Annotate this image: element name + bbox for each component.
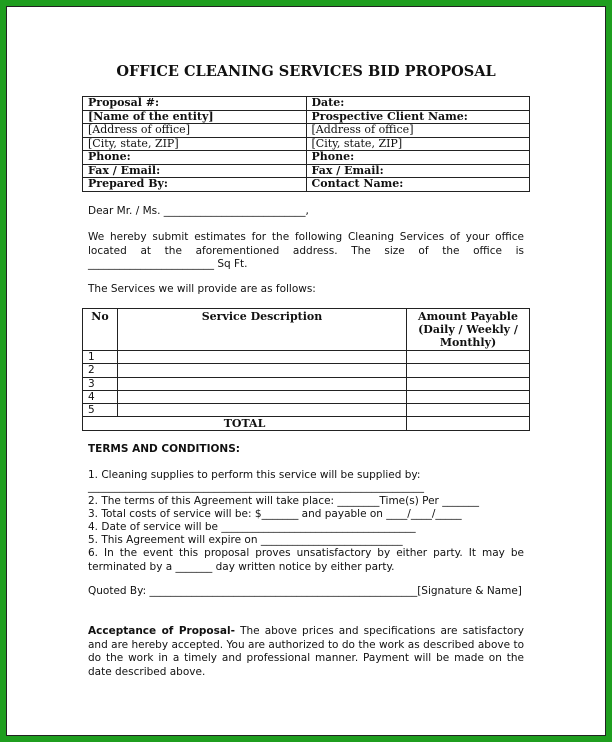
amount-cell[interactable] <box>407 364 530 377</box>
table-row <box>83 351 530 364</box>
amount-cell[interactable] <box>407 404 530 417</box>
service-description-cell[interactable] <box>118 404 407 417</box>
intro-paragraph: We hereby submit estimates for the following Cleaning Services of your office located at the aforementioned address. The size of the office is ________________________ Sq Ft. <box>88 231 524 270</box>
amount-cell[interactable] <box>407 377 530 390</box>
document-title: OFFICE CLEANING SERVICES BID PROPOSAL <box>116 63 496 80</box>
row-number: 3 <box>83 377 118 390</box>
client-address: [Address of office] <box>306 124 530 138</box>
acceptance-text: The above prices and specifications are satisfactory and are hereby accepted. You are authorized to do the work as described above to do the work in a timely and professional manner. Payment will be made on the date described above. <box>88 625 524 678</box>
service-description-cell[interactable] <box>118 377 407 390</box>
table-row <box>83 164 530 178</box>
services-intro: The Services we will provide are as follows: <box>88 283 316 295</box>
client-fax-email-label: Fax / Email: <box>306 164 530 178</box>
services-table <box>82 308 530 431</box>
total-row <box>83 417 530 430</box>
amount-cell[interactable] <box>407 351 530 364</box>
row-number: 5 <box>83 404 118 417</box>
entity-fax-email-label: Fax / Email: <box>83 164 307 178</box>
terms-item-1-line: ________________________________________________________________ <box>88 481 424 493</box>
proposal-info-table <box>82 96 530 192</box>
acceptance-paragraph <box>88 625 524 679</box>
table-row <box>83 110 530 124</box>
total-label: TOTAL <box>83 417 407 430</box>
table-row <box>83 178 530 192</box>
service-description-cell[interactable] <box>118 351 407 364</box>
prepared-by-label: Prepared By: <box>83 178 307 192</box>
terms-item-4: 4. Date of service will be _____________________________________ <box>88 521 416 533</box>
client-phone-label: Phone: <box>306 151 530 165</box>
row-number: 4 <box>83 390 118 403</box>
client-city: [City, state, ZIP] <box>306 137 530 151</box>
terms-item-5: 5. This Agreement will expire on ___________________________ <box>88 534 403 546</box>
table-row <box>83 97 530 111</box>
amount-cell[interactable] <box>407 390 530 403</box>
table-row <box>83 137 530 151</box>
row-number: 1 <box>83 351 118 364</box>
acceptance-label: Acceptance of Proposal- <box>88 625 235 637</box>
quoted-by: Quoted By: ___________________________________________________[Signature & Name] <box>88 585 522 597</box>
terms-item-2: 2. The terms of this Agreement will take place: ________Time(s) Per _______ <box>88 495 479 507</box>
table-row <box>83 377 530 390</box>
entity-city: [City, state, ZIP] <box>83 137 307 151</box>
client-name-label: Prospective Client Name: <box>306 110 530 124</box>
proposal-number-label: Proposal #: <box>83 97 307 111</box>
table-row <box>83 390 530 403</box>
row-number: 2 <box>83 364 118 377</box>
date-label: Date: <box>306 97 530 111</box>
service-description-header: Service Description <box>118 309 407 351</box>
terms-item-3: 3. Total costs of service will be: $_______ and payable on ____/____/_____ <box>88 508 462 520</box>
table-header-row <box>83 309 530 351</box>
table-row <box>83 124 530 138</box>
total-amount-cell[interactable] <box>407 417 530 430</box>
amount-payable-header: Amount Payable (Daily / Weekly / Monthly) <box>407 309 530 351</box>
no-header: No <box>83 309 118 351</box>
greeting: Dear Mr. / Ms. ___________________________, <box>88 205 309 217</box>
table-row <box>83 404 530 417</box>
terms-item-6: 6. In the event this proposal proves unsatisfactory by either party. It may be terminated by a _______ day written notice by either party. <box>88 547 524 573</box>
entity-phone-label: Phone: <box>83 151 307 165</box>
contact-name-label: Contact Name: <box>306 178 530 192</box>
service-description-cell[interactable] <box>118 390 407 403</box>
entity-address: [Address of office] <box>83 124 307 138</box>
terms-item-1: 1. Cleaning supplies to perform this service will be supplied by: <box>88 469 421 481</box>
terms-heading: TERMS AND CONDITIONS: <box>88 443 240 455</box>
entity-name-label: [Name of the entity] <box>83 110 307 124</box>
table-row <box>83 151 530 165</box>
table-row <box>83 364 530 377</box>
service-description-cell[interactable] <box>118 364 407 377</box>
